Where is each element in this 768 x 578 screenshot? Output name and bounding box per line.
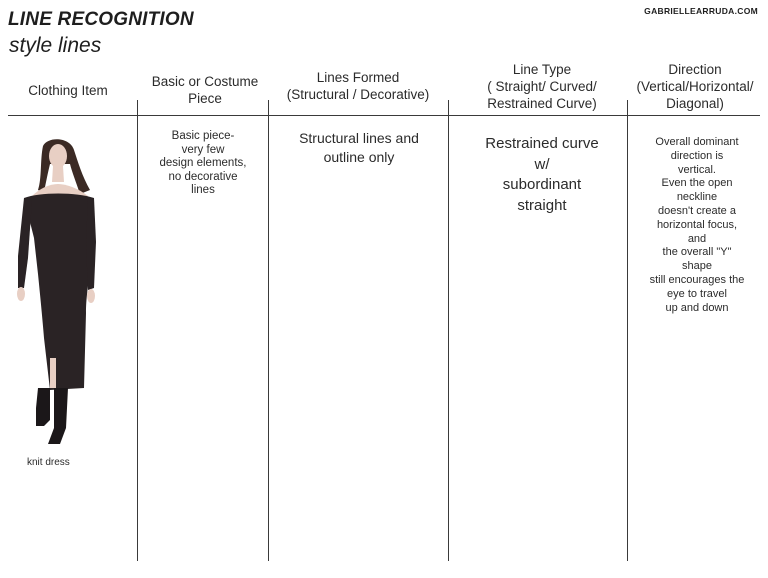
cell-line: w/ <box>534 155 550 173</box>
direction-cell <box>632 136 762 315</box>
cell-line: eye to travel <box>667 287 727 300</box>
column-divider <box>448 100 449 561</box>
cell-line: the overall "Y" <box>662 246 732 259</box>
header-line: Piece <box>188 91 222 106</box>
right-hand <box>87 289 95 303</box>
header-line: Lines Formed <box>316 70 400 85</box>
left-sleeve <box>18 198 32 288</box>
piece-type-cell <box>144 130 262 198</box>
header-divider <box>8 115 760 116</box>
header-line: Basic or Costume <box>151 74 259 89</box>
person-in-black-knit-dress-icon <box>10 138 100 448</box>
header-line: Diagonal) <box>666 96 724 111</box>
site-label: GABRIELLEARRUDA.COM <box>644 6 758 16</box>
header-line-type <box>452 61 632 112</box>
header-line: Direction <box>668 62 722 77</box>
cell-line: up and down <box>665 301 729 314</box>
left-hand <box>17 287 25 301</box>
face-shape <box>49 144 67 168</box>
header-line: (Structural / Decorative) <box>286 87 430 102</box>
cell-line: Restrained curve <box>485 135 599 152</box>
header-line: ( Straight/ Curved/ <box>487 79 597 94</box>
header-line: (Vertical/Horizontal/ <box>636 79 754 94</box>
cell-line: very few <box>181 143 225 156</box>
cell-line: Even the open <box>661 177 733 190</box>
header-line: Restrained Curve) <box>487 96 597 111</box>
dress-shape <box>24 194 94 391</box>
column-divider <box>268 100 269 561</box>
cell-line: outline only <box>323 149 395 165</box>
header-clothing-item <box>10 82 126 99</box>
cell-line: doesn't create a <box>658 204 736 217</box>
cell-line: still encourages the <box>649 273 745 286</box>
cell-line: design elements, <box>159 157 247 169</box>
cell-line: straight <box>517 196 567 214</box>
cell-line: vertical. <box>678 163 716 176</box>
right-sleeve <box>86 198 96 290</box>
cell-line: and <box>687 232 707 245</box>
page-subtitle: style lines <box>9 34 102 57</box>
neck-shape <box>52 166 64 182</box>
header-line: Line Type <box>512 62 572 77</box>
header-line: Clothing Item <box>28 83 108 98</box>
header-lines-formed <box>270 69 446 103</box>
lines-formed-cell <box>276 129 442 167</box>
cell-line: Basic piece- <box>171 130 235 142</box>
item-caption: knit dress <box>27 457 70 468</box>
cell-line: horizontal focus, <box>656 218 738 231</box>
cell-line: shape <box>682 260 712 273</box>
cell-line: Structural lines and <box>299 130 419 146</box>
line-type-cell <box>456 134 628 216</box>
cell-line: no decorative <box>168 170 238 183</box>
cell-line: Overall dominant <box>655 136 739 148</box>
left-boot <box>36 388 50 426</box>
header-piece-type <box>140 73 270 107</box>
page-title: LINE RECOGNITION <box>8 9 194 30</box>
cell-line: subordinant <box>502 176 582 193</box>
right-boot <box>48 388 68 444</box>
column-divider <box>137 100 138 561</box>
leg-skin <box>50 358 56 388</box>
header-direction <box>628 61 762 112</box>
cell-line: lines <box>191 184 215 196</box>
cell-line: neckline <box>676 191 718 204</box>
cell-line: direction is <box>670 149 724 162</box>
